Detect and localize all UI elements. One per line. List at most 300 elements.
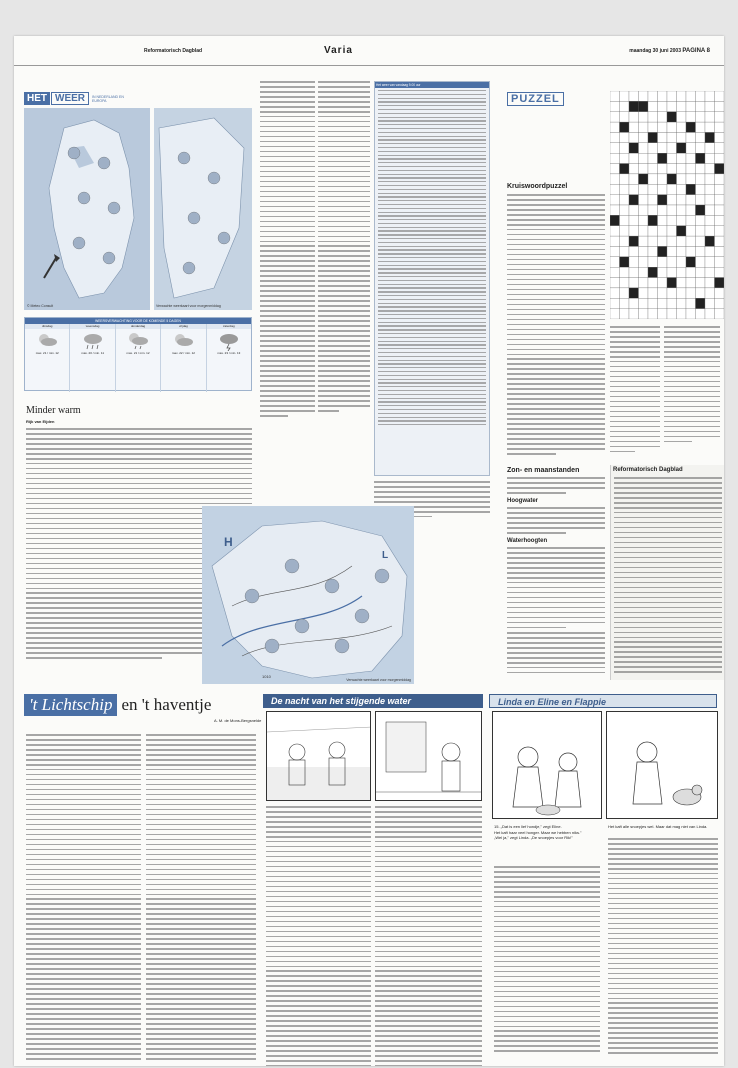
story-title [24, 694, 211, 716]
crossword-cell [715, 309, 725, 319]
crossword-cell [658, 236, 668, 246]
crossword-cell [677, 226, 687, 236]
crossword-cell [686, 278, 696, 288]
day-temps: max. 20 / min. 11 [81, 351, 104, 355]
crossword-cell [620, 184, 630, 194]
story-text-col2 [146, 734, 256, 1063]
weather-map-europe-small [154, 108, 252, 310]
crossword-cell [715, 122, 725, 132]
crossword-cell [610, 257, 620, 267]
crossword-cell [686, 246, 696, 256]
crossword-cell [677, 246, 687, 256]
crossword-cell [705, 143, 715, 153]
crossword-cell [639, 246, 649, 256]
crossword-cell [705, 112, 715, 122]
crossword-cell [677, 153, 687, 163]
crossword-cell [658, 246, 668, 256]
crossword-cell [648, 246, 658, 256]
crossword-cell [639, 132, 649, 142]
crossword-cell [629, 298, 639, 308]
crossword-cell [610, 195, 620, 205]
crossword-cell [620, 132, 630, 142]
crossword-cell [677, 101, 687, 111]
crossword-cell [715, 205, 725, 215]
puzzle-clues-col3 [664, 326, 720, 446]
comic2-panel-1 [492, 711, 602, 819]
crossword-cell [648, 215, 658, 225]
crossword-cell [648, 226, 658, 236]
crossword-cell [629, 101, 639, 111]
crossword-cell [629, 112, 639, 122]
crossword-cell [696, 164, 706, 174]
crossword-cell [629, 226, 639, 236]
crossword-cell [715, 236, 725, 246]
forecast-title: WEERSVERWACHTING VOOR DE KOMENDE 5 DAGEN [25, 318, 251, 324]
crossword-cell [677, 215, 687, 225]
comic1-text-col2 [375, 806, 482, 1066]
crossword-cell [610, 112, 620, 122]
crossword-cell [677, 257, 687, 267]
crossword-cell [677, 91, 687, 101]
crossword-cell [677, 278, 687, 288]
crossword-cell [620, 91, 630, 101]
crossword-cell [610, 101, 620, 111]
crossword-cell [715, 112, 725, 122]
crossword-cell [620, 226, 630, 236]
crossword-cell [610, 143, 620, 153]
crossword-cell [629, 164, 639, 174]
crossword-cell [705, 288, 715, 298]
crossword-cell [667, 164, 677, 174]
crossword-cell [705, 278, 715, 288]
puzzle-clues-col1 [507, 194, 605, 458]
crossword-cell [667, 298, 677, 308]
crossword-cell [658, 174, 668, 184]
sun-moon-title: Zon- en maanstanden [507, 467, 580, 474]
crossword-cell [620, 174, 630, 184]
crossword-cell [629, 236, 639, 246]
crossword-cell [648, 91, 658, 101]
crossword-cell [677, 288, 687, 298]
crossword-cell [639, 195, 649, 205]
crossword-cell [705, 226, 715, 236]
crossword-cell [677, 236, 687, 246]
story-title-b: en 't haventje [121, 695, 212, 714]
comic1-text-col1 [266, 806, 371, 1066]
page-number: 8 [706, 48, 710, 54]
crossword-cell [639, 174, 649, 184]
europe-forecast-text-col1 [260, 81, 315, 420]
puzzle-title: Kruiswoordpuzzel [507, 183, 568, 190]
story-title-a: 't Lichtschip [24, 694, 117, 716]
crossword-cell [667, 236, 677, 246]
crossword-cell [620, 122, 630, 132]
comic2-text-1 [494, 824, 600, 841]
crossword-cell [658, 164, 668, 174]
crossword-cell [667, 153, 677, 163]
crossword-cell [620, 288, 630, 298]
story-author: A. M. de Mons-Bergsnelde [214, 718, 262, 723]
crossword-cell [610, 278, 620, 288]
paper-name: Reformatorisch Dagblad [144, 48, 203, 54]
forecast-day [70, 324, 115, 392]
day-label: vrijdag [161, 324, 205, 329]
crossword-cell [639, 164, 649, 174]
crossword-cell [686, 195, 696, 205]
crossword-cell [677, 267, 687, 277]
section-title: Varia [324, 45, 353, 56]
crossword-cell [629, 267, 639, 277]
comic2-text-col1-more [494, 866, 600, 1055]
crossword-cell [705, 122, 715, 132]
forecast-day [116, 324, 161, 392]
comic2-text-col2-more [608, 838, 718, 1057]
crossword-cell [715, 267, 725, 277]
temps-title: Het weer van vandaag 9.00 uur [375, 82, 489, 88]
page-date [629, 48, 710, 54]
crossword-cell [648, 174, 658, 184]
crossword-cell [620, 309, 630, 319]
crossword-cell [715, 288, 725, 298]
crossword-cell [639, 91, 649, 101]
crossword-cell [715, 226, 725, 236]
crossword-cell [686, 184, 696, 194]
crossword-cell [648, 122, 658, 132]
crossword-cell [696, 101, 706, 111]
svg-text:L: L [382, 550, 389, 561]
comic2-title: Linda en Eline en Flappie [489, 694, 717, 708]
crossword-cell [658, 257, 668, 267]
crossword-cell [667, 278, 677, 288]
panel-text-3: „Wel ja," zegt Linda. „De snoepjes voor Rik!" [494, 835, 573, 841]
crossword-cell [715, 164, 725, 174]
crossword-cell [705, 153, 715, 163]
crossword-cell [629, 143, 639, 153]
map1-label: © Meteo Consult [27, 304, 54, 308]
crossword-cell [677, 309, 687, 319]
sun-moon-text [507, 477, 605, 497]
crossword-cell [696, 174, 706, 184]
crossword-cell [658, 101, 668, 111]
crossword-cell [658, 184, 668, 194]
crossword-cell [648, 143, 658, 153]
crossword-cell [648, 195, 658, 205]
crossword-cell [620, 246, 630, 256]
crossword-cell [705, 91, 715, 101]
crossword-cell [696, 122, 706, 132]
crossword-cell [686, 298, 696, 308]
crossword-cell [677, 174, 687, 184]
crossword-cell [610, 91, 620, 101]
crossword-cell [658, 298, 668, 308]
five-day-forecast [24, 317, 252, 391]
crossword-cell [620, 215, 630, 225]
colofon-text [614, 477, 722, 676]
newspaper-page [14, 36, 724, 1066]
day-label: donderdag [116, 324, 160, 329]
crossword-cell [696, 91, 706, 101]
crossword-cell [639, 153, 649, 163]
crossword-cell [686, 226, 696, 236]
crossword-cell [658, 226, 668, 236]
crossword-cell [696, 205, 706, 215]
crossword-cell [658, 205, 668, 215]
crossword-cell [667, 122, 677, 132]
crossword-cell [610, 153, 620, 163]
crossword-cell [658, 132, 668, 142]
crossword-cell [629, 195, 639, 205]
crossword-cell [667, 174, 677, 184]
crossword-cell [639, 215, 649, 225]
crossword-cell [677, 195, 687, 205]
crossword-cell [686, 236, 696, 246]
crossword-cell [696, 267, 706, 277]
crossword-cell [620, 236, 630, 246]
shower-icon [116, 329, 160, 351]
crossword-cell [715, 91, 725, 101]
crossword-cell [648, 278, 658, 288]
waterhoogten-text [507, 547, 605, 632]
day-temps: max. 23 / min. 13 [217, 351, 241, 355]
crossword-cell [686, 309, 696, 319]
comic2-text-2 [608, 824, 718, 830]
comic1-panel-2 [375, 711, 482, 801]
puzzle-logo: PUZZEL [507, 92, 564, 106]
crossword-cell [686, 288, 696, 298]
crossword-cell [639, 267, 649, 277]
crossword-cell [667, 91, 677, 101]
crossword-cell [667, 309, 677, 319]
puzzle-clues-col2 [610, 326, 660, 456]
crossword-cell [705, 215, 715, 225]
crossword-cell [629, 288, 639, 298]
hoogwater-title: Hoogwater [507, 498, 539, 504]
crossword-cell [610, 309, 620, 319]
crossword-cell [648, 112, 658, 122]
crossword-cell [658, 288, 668, 298]
crossword-cell [686, 112, 696, 122]
crossword-cell [639, 112, 649, 122]
crossword-cell [686, 101, 696, 111]
crossword-cell [639, 184, 649, 194]
crossword-cell [696, 153, 706, 163]
crossword-cell [677, 184, 687, 194]
crossword-cell [715, 153, 725, 163]
crossword-cell [620, 278, 630, 288]
crossword-cell [667, 267, 677, 277]
crossword-cell [658, 278, 668, 288]
crossword-cell [620, 153, 630, 163]
crossword-cell [629, 174, 639, 184]
crossword-cell [639, 288, 649, 298]
comic1-panel-1 [266, 711, 371, 801]
crossword-cell [667, 246, 677, 256]
crossword-cell [715, 143, 725, 153]
comic1-title: De nacht van het stijgende water [263, 694, 483, 708]
crossword-cell [696, 215, 706, 225]
crossword-cell [648, 132, 658, 142]
crossword-cell [610, 174, 620, 184]
crossword-cell [629, 215, 639, 225]
waterhoogten-title: Waterhoogten [507, 538, 548, 544]
crossword-cell [667, 112, 677, 122]
crossword-cell [629, 153, 639, 163]
crossword-cell [658, 122, 668, 132]
crossword-cell [677, 298, 687, 308]
temperature-table [374, 81, 490, 476]
crossword-cell [715, 246, 725, 256]
crossword-cell [610, 236, 620, 246]
colofon-title: Reformatorisch Dagblad [613, 467, 683, 473]
crossword-cell [610, 288, 620, 298]
crossword-cell [715, 195, 725, 205]
crossword-cell [715, 132, 725, 142]
crossword-cell [715, 298, 725, 308]
weather-logo [24, 92, 132, 105]
crossword-cell [686, 132, 696, 142]
crossword-cell [696, 309, 706, 319]
weather-legend [507, 632, 605, 677]
crossword-cell [705, 257, 715, 267]
europe-small-svg [154, 108, 252, 310]
crossword-cell [639, 122, 649, 132]
crossword-cell [705, 101, 715, 111]
forecast-day [25, 324, 70, 392]
crossword-cell [620, 257, 630, 267]
crossword-cell [686, 174, 696, 184]
crossword-cell [648, 164, 658, 174]
crossword-cell [629, 205, 639, 215]
day-label: zaterdag [207, 324, 251, 329]
crossword-cell [648, 205, 658, 215]
crossword-cell [639, 309, 649, 319]
crossword-cell [696, 112, 706, 122]
crossword-cell [629, 246, 639, 256]
crossword-cell [658, 195, 668, 205]
crossword-cell [667, 215, 677, 225]
crossword-cell [620, 205, 630, 215]
crossword-cell [620, 143, 630, 153]
crossword-cell [696, 132, 706, 142]
crossword-cell [639, 278, 649, 288]
map1-caption: Verwachte weerkaart voor morgenmiddag [156, 304, 221, 308]
crossword-cell [629, 122, 639, 132]
crossword-cell [610, 215, 620, 225]
crossword-cell [629, 309, 639, 319]
crossword-cell [696, 298, 706, 308]
crossword-cell [686, 215, 696, 225]
crossword-cell [648, 184, 658, 194]
crossword-cell [686, 267, 696, 277]
crossword-cell [686, 205, 696, 215]
weather-map-europe [202, 506, 414, 684]
crossword-cell [715, 215, 725, 225]
crossword-cell [648, 298, 658, 308]
crossword-cell [610, 205, 620, 215]
netherlands-map-svg [24, 108, 150, 310]
crossword-cell [677, 132, 687, 142]
day-temps: max. 21 / min. 12 [126, 351, 150, 355]
day-label: woensdag [70, 324, 114, 329]
svg-text:1010: 1010 [262, 674, 271, 679]
crossword-cell [639, 298, 649, 308]
logo-sub: IN NEDERLAND EN EUROPA [92, 94, 124, 103]
crossword-cell [648, 309, 658, 319]
crossword-cell [658, 91, 668, 101]
crossword-cell [705, 267, 715, 277]
crossword-cell [658, 215, 668, 225]
crossword-cell [696, 257, 706, 267]
crossword-cell [667, 226, 677, 236]
crossword-cell [610, 267, 620, 277]
crossword-cell [705, 246, 715, 256]
weather-byline: Rijk van Eijden [26, 419, 55, 424]
crossword-cell [696, 226, 706, 236]
colofon-box [610, 465, 724, 680]
crossword-cell [677, 205, 687, 215]
crossword-cell [639, 226, 649, 236]
panel-text-4: Het kaft alle snoepjes wel. Maar dat mag niet van Linda. [608, 824, 708, 829]
crossword-cell [667, 257, 677, 267]
weather-map-netherlands [24, 108, 150, 310]
crossword-cell [686, 164, 696, 174]
europe-forecast-text-col2 [318, 81, 370, 415]
logo-weer: WEER [51, 92, 89, 105]
crossword-cell [705, 309, 715, 319]
crossword-cell [705, 236, 715, 246]
panel-text-2: Het kaft haar veel honger. Maar we hebben niks." [494, 829, 582, 835]
crossword-cell [705, 164, 715, 174]
comic2-panel-2 [606, 711, 718, 819]
crossword-cell [620, 267, 630, 277]
crossword-cell [639, 236, 649, 246]
crossword-cell [658, 309, 668, 319]
crossword-cell [715, 257, 725, 267]
rain-cloud-icon [70, 329, 114, 351]
crossword-cell [667, 101, 677, 111]
day-temps: max. 22 / min. 12 [171, 351, 195, 355]
day-temps: max. 21 / min. 12 [35, 351, 59, 355]
weather-headline: Minder warm [26, 405, 81, 416]
logo-het: HET [24, 92, 50, 105]
crossword-cell [667, 143, 677, 153]
crossword-cell [639, 101, 649, 111]
crossword-cell [620, 195, 630, 205]
crossword-cell [648, 288, 658, 298]
crossword-cell [715, 278, 725, 288]
crossword-cell [715, 174, 725, 184]
crossword-cell [686, 122, 696, 132]
panel-text-1: 15. „Dat is een lief hondje," zegt Eline. [494, 824, 562, 829]
crossword-cell [629, 91, 639, 101]
crossword-cell [610, 122, 620, 132]
date-text: maandag 30 juni 2003 [629, 48, 681, 54]
crossword-cell [677, 164, 687, 174]
crossword-cell [620, 298, 630, 308]
crossword-cell [677, 122, 687, 132]
crossword-cell [696, 143, 706, 153]
crossword-cell [610, 164, 620, 174]
crossword-cell [696, 288, 706, 298]
europe-map-svg [202, 506, 414, 684]
crossword-cell [696, 278, 706, 288]
crossword-cell [686, 91, 696, 101]
crossword-cell [696, 195, 706, 205]
crossword-cell [696, 246, 706, 256]
crossword-cell [620, 164, 630, 174]
crossword-cell [648, 257, 658, 267]
crossword-cell [610, 132, 620, 142]
